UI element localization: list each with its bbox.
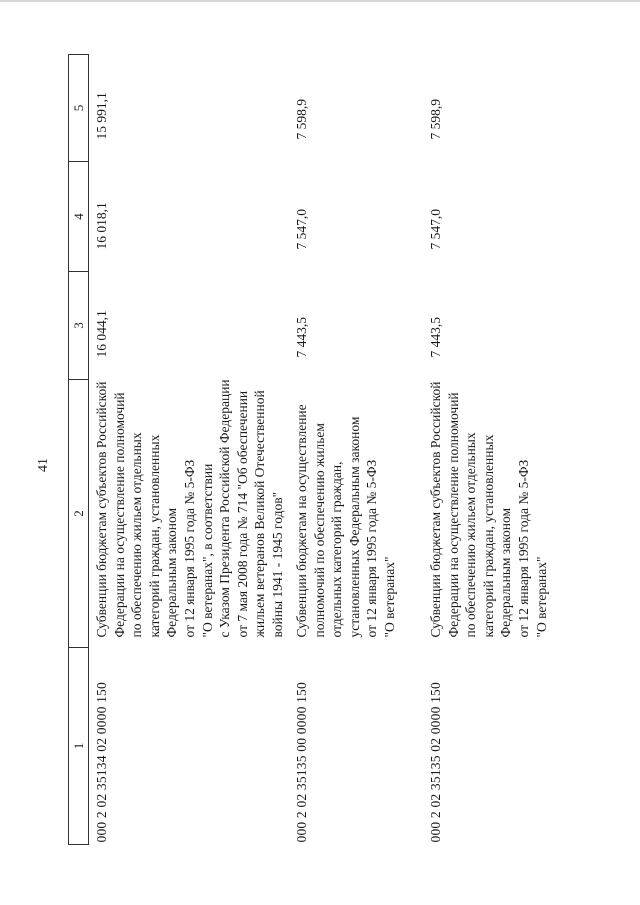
- budget-table: [68, 54, 617, 845]
- header-col-1: 1: [69, 648, 89, 845]
- description-line: Субвенции бюджетам на осуществление: [294, 404, 309, 638]
- budget-code: 000 2 02 35135 02 0000 150: [428, 682, 443, 843]
- value-col-4: 7 547,0: [294, 209, 309, 250]
- description-line: с Указом Президента Российской Федерации: [217, 379, 233, 638]
- description: [423, 380, 617, 648]
- header-col-4: 4: [69, 162, 89, 272]
- value-col-4: 16 018,1: [94, 202, 109, 250]
- value-col-3: 16 044,1: [94, 310, 109, 358]
- description-line: войны 1941 - 1945 годов": [269, 491, 285, 638]
- description-line: от 7 мая 2008 года № 714 "Об обеспечении: [234, 390, 250, 638]
- header-col-5: 5: [69, 55, 89, 162]
- budget-code: 000 2 02 35135 00 0000 150: [294, 682, 309, 843]
- page-number: 41: [36, 458, 51, 472]
- value-col-5: 7 598,9: [294, 99, 309, 140]
- description-line: от 12 января 1995 года № 5-ФЗ: [515, 459, 531, 638]
- description-line: Федерации на осуществление полномочий: [111, 392, 127, 638]
- table-row: [89, 55, 290, 845]
- description-line: категорий граждан, установленных: [146, 434, 162, 638]
- header-col-3: 3: [69, 272, 89, 380]
- description-line: жильем ветеранов Великой Отечественной: [252, 390, 268, 638]
- header-col-2: 2: [69, 380, 89, 648]
- budget-table-rotated: [68, 55, 628, 845]
- description-line: отдельных категорий граждан,: [329, 461, 345, 638]
- description-line: "О ветеранах": [533, 556, 549, 638]
- description-line: "О ветеранах", в соответствии: [199, 463, 215, 638]
- description-line: Федеральным законом: [164, 507, 180, 638]
- description-line: "О ветеранах": [381, 556, 397, 638]
- description-line: Субвенции бюджетам субъектов Российской: [428, 381, 443, 638]
- description-line: от 12 января 1995 года № 5-ФЗ: [364, 459, 380, 638]
- header-row: [69, 55, 89, 845]
- value-col-3: 7 443,5: [428, 317, 443, 358]
- description: [289, 380, 423, 648]
- description-line: Субвенции бюджетам субъектов Российской: [94, 381, 109, 638]
- budget-code: 000 2 02 35134 02 0000 150: [94, 682, 109, 843]
- description-line: от 12 января 1995 года № 5-ФЗ: [181, 459, 197, 638]
- scan-edge: [0, 0, 640, 2]
- description-line: полномочий по обеспечению жильем: [311, 423, 327, 638]
- value-col-4: 7 547,0: [428, 209, 443, 250]
- description-line: установленных Федеральным законом: [346, 416, 362, 638]
- description-line: категорий граждан, установленных: [480, 434, 496, 638]
- value-col-5: 7 598,9: [428, 99, 443, 140]
- value-col-5: 15 991,1: [94, 92, 109, 140]
- description-line: по обеспечению жильем отдельных: [129, 432, 145, 638]
- description-line: Федерации на осуществление полномочий: [445, 392, 461, 638]
- table-row: [423, 55, 617, 845]
- description-line: по обеспечению жильем отдельных: [463, 432, 479, 638]
- table-row: [289, 55, 423, 845]
- description-line: Федеральным законом: [498, 507, 514, 638]
- description: [89, 380, 290, 648]
- value-col-3: 7 443,5: [294, 317, 309, 358]
